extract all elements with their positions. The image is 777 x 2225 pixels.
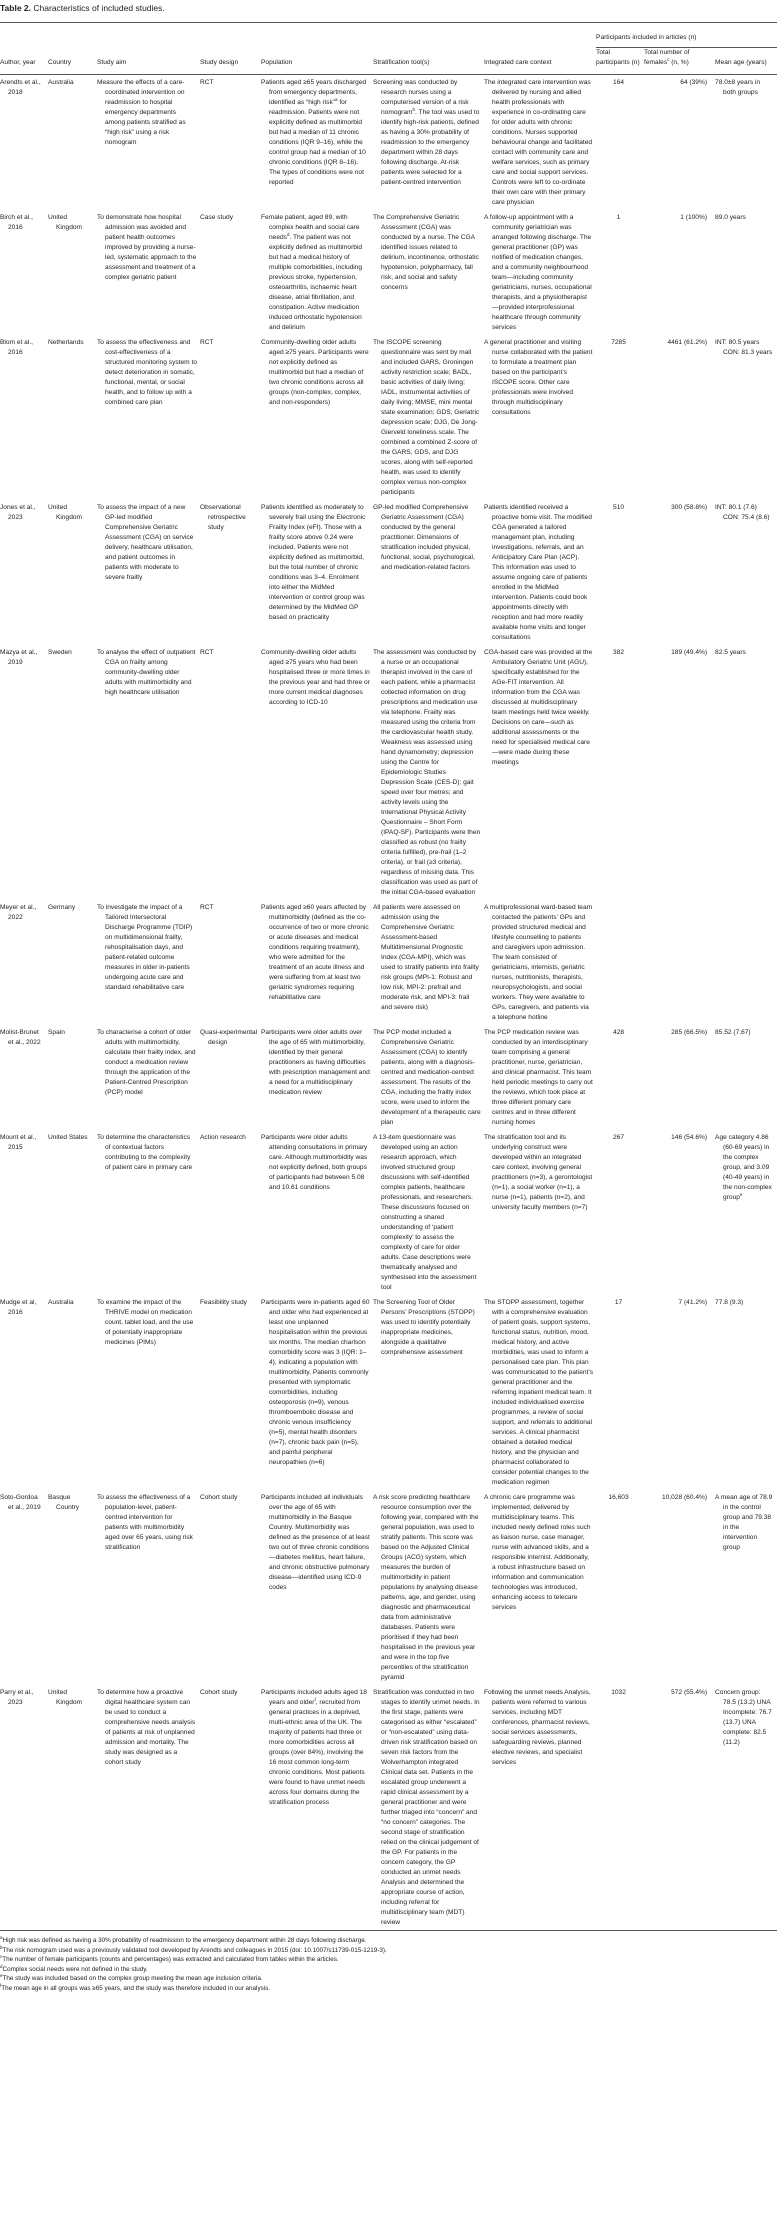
cell-mean-age: 89.0 years <box>715 214 746 221</box>
cell-population <box>261 1685 373 1931</box>
column-header-country: Country <box>48 59 72 66</box>
cell-study-aim: To examine the impact of the THRIVE model on medication count, tablet load, and the use of potentially inappropriate medicines (PIMs) <box>97 1299 194 1346</box>
table-row <box>0 75 777 211</box>
cell-country: United Kingdom <box>48 504 83 521</box>
cell-total-participants: 1032 <box>611 1689 626 1696</box>
column-header-stratification-tool: Stratification tool(s) <box>373 59 430 66</box>
cell-mean-age: 82.5 years <box>715 649 746 656</box>
cell-author: Jones et al., 2023 <box>0 504 36 521</box>
footnote-marker: c <box>667 56 670 62</box>
cell-population: Patients identified as moderately to severely frail using the Electronic Frailty Index (eFI). Those with a frailty score above 0.24 were included. Patients were not explicitly defined as multimorbid, but the total number of chronic conditions was 3–4. Enrolment into either the MidMed intervention or control group was determined by the MidMed GP based on practicality <box>261 504 366 621</box>
cell-author: Birch et al., 2016 <box>0 214 33 231</box>
cell-text: . The tool was used to identify high-risk patients, defined as having a 30% probability of readmission to the emergency department within 28 days following discharge. At-risk patients were selected for a patient-centred intervention <box>381 109 480 186</box>
footnote-marker: b <box>412 106 416 112</box>
participants-group-header: Participants included in articles (n) <box>596 23 777 48</box>
cell-study-design: Cohort study <box>200 1689 238 1696</box>
cell-total-participants: 428 <box>613 1029 625 1036</box>
cell-population: Participants were older adults over the age of 65 with multimorbidity, identified by their general practitioners as having difficulties with prescription management and a need for a multidisciplinary medication review <box>261 1029 370 1096</box>
table-row <box>0 1130 777 1295</box>
cell-author: Blom et al., 2016 <box>0 339 33 356</box>
cell-stratification-tool: A risk score predicting healthcare resource consumption over the following year, compared with the general population, was used to stratify patients. This score was based on the Adjusted Clinical Groups (ACG) system, which measures the burden of multimorbidity in patient populations by analysing disease patterns, age, and gender, using diagnostic and pharmaceutical data from administrative databases. Patients were prioritised if they had been hospitalised in the previous year and were in the top five percentiles of the stratification pyramid <box>373 1494 479 1681</box>
cell-author: Arendts et al., 2018 <box>0 79 41 96</box>
cell-total-females: 7 (41.2%) <box>678 1299 708 1306</box>
footnote <box>0 1936 777 1946</box>
cell-study-design: RCT <box>200 649 214 656</box>
table-row <box>0 1685 777 1931</box>
table-label: Table 2. <box>0 3 32 13</box>
footnote <box>0 1965 777 1975</box>
table-body <box>0 75 777 1931</box>
cell-text: Age category 4.86 (60-69 years) in the complex group, and 3.09 (40-49 years) in the non-complex group <box>715 1134 772 1201</box>
footnote-text: The mean age in all groups was ≥65 years, and the study was therefore included in our analysis. <box>1 1984 271 1992</box>
table-row <box>0 1490 777 1685</box>
cell-integrated-care-context: Patients identified received a proactive home visit. The modified CGA generated a tailored management plan, including investigations, referrals, and an Anticipatory Care Plan (ACP). This information was used to assume ongoing care of patients enrolled in the MidMed intervention. Patients could book appointments directly with reception and had more readily available home visits and longer consultations <box>484 504 592 641</box>
cell-mean-age: INT: 80.1 (7.6) CON: 75.4 (8.6) <box>715 504 770 521</box>
table-row <box>0 335 777 500</box>
cell-mean-age: INT: 80.5 years CON: 81.3 years <box>715 339 773 356</box>
cell-mean-age <box>715 900 777 1025</box>
table-title: Characteristics of included studies. <box>33 3 165 13</box>
cell-author: Meyer et al., 2022 <box>0 904 37 921</box>
cell-stratification-tool: All patients were assessed on admission using the Comprehensive Geriatric Assessment-based Multidimensional Prognostic Index (CGA-MPI), which was used to stratify patients into frailty risk groups (MPI-1: Robust and low risk, MPI-2: prefrail and moderate risk, and MPI-3: frail and severe risk) <box>373 904 479 1011</box>
column-header-total-females <box>644 48 715 75</box>
cell-total-females: 285 (66.5%) <box>671 1029 708 1036</box>
cell-study-aim: To analyse the effect of outpatient CGA on frailty among community-dwelling older adults with multimorbidity and high healthcare utilisation <box>97 649 196 696</box>
cell-author: Mount et al., 2015 <box>0 1134 37 1151</box>
cell-total-females: 10,028 (60.4%) <box>661 1494 708 1501</box>
footnote-marker: f <box>0 1982 2 1988</box>
footnote-marker: a <box>0 1934 3 1940</box>
table-row <box>0 900 777 1025</box>
footnote-marker: e <box>739 1191 743 1197</box>
cell-total-females: 64 (39%) <box>680 79 708 86</box>
cell-integrated-care-context: A chronic care programme was implemented, delivered by multidisciplinary teams. This included newly defined roles such as liaison nurse, case manager, nurse with advanced skills, and a responsible internist. Additionally, a robust infrastructure based on information and communication technologies was introduced, enhancing access to telecare services <box>484 1494 591 1611</box>
table-caption <box>0 0 777 17</box>
cell-population: Participants included all individuals over the age of 65 with multimorbidity in the Basque Country. Multimorbidity was defined as the presence of at least two out of three chronic conditions—diabetes mellitus, heart failure, and chronic obstructive pulmonary disease—identified using ICD-9 codes <box>261 1494 370 1591</box>
cell-country: Basque Country <box>48 1494 80 1511</box>
cell-mean-age <box>715 1130 777 1295</box>
footnote-text: High risk was defined as having a 30% probability of readmission to the emergency department within 28 days following discharge. <box>2 1937 367 1944</box>
cell-integrated-care-context: A general practitioner and visiting nurse collaborated with the patient to formulate a treatment plan based on the participant’s ISCOPE score. Other care professionals were involved through multidisciplinary consultations <box>484 339 593 416</box>
cell-stratification-tool: The PCP model included a Comprehensive Geriatric Assessment (CGA) to identify patients, along with a diagnosis-centred and medication-centred assessment. The results of the CGA, including the frailty index score, were used to inform the development of a therapeutic care plan <box>373 1029 481 1126</box>
cell-total-females: 300 (58.8%) <box>671 504 708 511</box>
cell-country: Sweden <box>48 649 72 656</box>
cell-population: Participants were in-patients aged 60 and older who had experienced at least one unplanned hospitalisation within the previous six months. The median charlson comorbidity score was 3 (IQR: 1–4), indicating a population with multimorbidity. Patients commonly presented with symptomatic comorbidities, including osteoporosis (n=9), venous thromboembolic disease and chronic venous insufficiency (n=5), mental health disorders (n=7), chronic back pain (n=5), and painful peripheral neuropathies (n=6) <box>261 1299 370 1466</box>
footnote-text: The study was included based on the complex group meeting the mean age inclusion criteria. <box>2 1975 263 1983</box>
cell-study-aim: To determine how a proactive digital healthcare system can be used to conduct a comprehensive needs analysis of patients at risk of unplanned admission and mortality. The study was designed as a cohort study <box>97 1689 196 1766</box>
cell-author: Soto-Gordoa et al., 2019 <box>0 1494 41 1511</box>
table-row <box>0 1025 777 1130</box>
footnote-marker: e <box>0 1973 3 1979</box>
cell-study-design: RCT <box>200 904 214 911</box>
cell-study-aim: Measure the effects of a care-coordinated intervention on readmission to hospital emergency departments among patients stratified as “high risk” using a risk nomogram <box>97 79 186 146</box>
cell-integrated-care-context: CGA-based care was provided at the Ambulatory Geriatric Unit (AGU), specifically established for the AGe-FIT intervention. All information from the CGA was discussed at multidisciplinary team meetings held twice weekly. Decisions on care—such as additional assessments or the need for specialised medical care—were made during these meetings <box>484 649 593 766</box>
cell-integrated-care-context: The integrated care intervention was delivered by nursing and allied health professionals with experience in co-ordinating care for older adults with chronic conditions. Nurses supported behavioural change and facilitated contact with community care and welfare services, such as primary care and social support services. Controls were left to co-ordinate their own care with their primary care physician <box>484 79 593 206</box>
cell-stratification-tool: The ISCOPE screening questionnaire was sent by mail and included GARS, Groningen activity restriction scale; BADL, basic activities of daily living; IADL, instrumental activities of daily living; MMSE, mini mental state examination; GDS, Geriatric depression scale; DJG, De Jong-Gierveld loneliness scale. The combined a combined Z-score of the GARS, GDS, and DJG scores, along with self-reported health, was used to identify complex versus non-complex participants <box>373 339 480 496</box>
cell-text: Total number of females <box>644 49 690 66</box>
column-header-population: Population <box>261 59 293 66</box>
cell-country: Australia <box>48 1299 74 1306</box>
cell-study-aim: To assess the effectiveness and cost-effectiveness of a structured monitoring system to detect deterioration in somatic, functional, mental, or social health, and to follow up with a combined care plan <box>97 339 197 406</box>
cell-study-design: Action research <box>200 1134 246 1141</box>
cell-study-aim: To determine the characteristics of contextual factors contributing to the complexity of patient care in primary care <box>97 1134 193 1171</box>
cell-country: United States <box>48 1134 88 1141</box>
cell-total-participants: 510 <box>613 504 625 511</box>
cell-mean-age: 77.8 (9.3) <box>715 1299 744 1306</box>
column-header-mean-age: Mean age (years) <box>715 59 767 66</box>
cell-text: Female patient, aged 89, with complex health and social care needs <box>261 214 360 241</box>
cell-country: Spain <box>48 1029 65 1036</box>
cell-total-participants <box>596 900 644 1025</box>
footnote <box>0 1955 777 1965</box>
cell-population: Community-dwelling older adults aged ≥75 years. Participants were not explicitly defined as multimorbid but had a median of two chronic conditions across all groups (non-complex, complex, and non-responders) <box>261 339 369 406</box>
column-header-author: Author, year <box>0 59 36 66</box>
footnote-marker: f <box>314 1696 316 1702</box>
footnote-text: The number of female participants (counts and percentages) was extracted and calculated from tables within the articles. <box>2 1956 339 1964</box>
column-header-total-participants: Total participants (n) <box>596 49 640 66</box>
table-row <box>0 1295 777 1490</box>
cell-total-females: 189 (49.4%) <box>671 649 708 656</box>
cell-integrated-care-context: Following the unmet needs Analysis, patients were referred to various services, including MDT conferences, pharmacist reviews, social services assessments, safeguarding reviews, planned elective reviews, and specialist services <box>484 1689 591 1766</box>
cell-study-aim: To assess the impact of a new GP-led modified Comprehensive Geriatric Assessment (CGA) on service delivery, healthcare utilisation, and patient outcomes in patients with moderate to severe frailty <box>97 504 194 581</box>
footnote-marker: b <box>0 1944 3 1950</box>
cell-integrated-care-context: A multiprofessional ward-based team contacted the patients’ GPs and provided structured medical and lifestyle counselling to patients and caregivers upon admission. The team consisted of geriatricians, internists, geriatric nurses, nutritionists, therapists, neuropsychologists, and social workers. They were available to GPs, caregivers, and patients via a telephone hotline <box>484 904 593 1021</box>
footnote-marker: d <box>286 231 290 237</box>
cell-country: Netherlands <box>48 339 84 346</box>
cell-total-participants: 16,603 <box>608 1494 629 1501</box>
cell-total-females: 4461 (61.2%) <box>667 339 708 346</box>
column-header-study-design: Study design <box>200 59 239 66</box>
cell-text: Patients aged ≥65 years discharged from emergency departments, identified as “high risk” <box>261 79 367 106</box>
cell-stratification-tool: The Screening Tool of Older Persons’ Prescriptions (STOPP) was used to identify potentially inappropriate medicines, alongside a qualitative comprehensive assessment <box>373 1299 475 1356</box>
table-row <box>0 210 777 335</box>
cell-population <box>261 210 373 335</box>
cell-text: Participants included adults aged 18 years and older <box>261 1689 367 1706</box>
cell-population: Community-dwelling older adults aged ≥75 years who had been hospitalised three or more times in the previous year and had three or more current medical diagnoses according to ICD-10 <box>261 649 370 706</box>
table-row <box>0 500 777 645</box>
cell-author: Mudge et al, 2016 <box>0 1299 37 1316</box>
cell-total-participants: 382 <box>613 649 625 656</box>
footnote-text: Complex social needs were not defined in the study. <box>2 1965 148 1973</box>
cell-mean-age: A mean age of 78.9 in the control group and 79.38 in the intervention group <box>715 1494 773 1551</box>
cell-country: United Kingdom <box>48 214 83 231</box>
footnote-marker: c <box>0 1954 3 1960</box>
cell-mean-age: 85.52 (7.67) <box>715 1029 751 1036</box>
cell-population: Patients aged ≥60 years affected by multimorbidity (defined as the co-occurrence of two or more chronic or acute diseases and medical conditions requiring treatment), who were admitted for the treatment of an acute illness and were suffering from at least two geriatric syndromes requiring rehabilitative care <box>261 904 369 1001</box>
characteristics-table <box>0 22 777 1931</box>
cell-stratification-tool: The assessment was conducted by a nurse or an occupational therapist involved in the care of each patient, while a pharmacist collected information on drug prescriptions and medication use via telephone. Frailty was measured using the criteria from the cardiovascular health study. Weakness was assessed using hand dynamometry; depression using the Centre for Epidemiologic Studies Depression Scale (CES-D); gait speed over four metres; and activity levels using the International Physical Activity Questionnaire – Short Form (IPAQ-SF). Participants were then classified as robust (no frailty criteria fulfilled), pre-frail (1–2 criteria), or frail (≥3 criteria), regardless of missing data. This classification was used as part of the initial CGA-based evaluation <box>373 649 481 896</box>
cell-integrated-care-context: The STOPP assessment, together with a comprehensive evaluation of patient goals, support systems, functional status, nutrition, mood, medical history, and active morbidities, was used to inform a personalised care plan. This plan was communicated to the patient’s general practitioner and the referring inpatient medical team. It included individualised exercise programmes, a review of social support, and referrals to additional services. A clinical pharmacist obtained a detailed medical history, and the physician and pharmacist collaborated to consider potential changes to the medication regimen <box>484 1299 594 1486</box>
cell-country: Australia <box>48 79 74 86</box>
cell-author: Molist-Brunet et al., 2022 <box>0 1029 41 1046</box>
cell-integrated-care-context: The stratification tool and its underlying construct were developed within an integrated care context, involving general practitioners (n=3), a gerontologist (n=1), a social worker (n=1), a nurse (n=1), patients (n=2), and university faculty members (n=7) <box>484 1134 593 1211</box>
cell-study-design: RCT <box>200 339 214 346</box>
cell-study-design: Observational retrospective study <box>200 504 246 531</box>
cell-text: . The patient was not explicitly defined as multimorbid but had a medical history of multiple comorbidities, including previous stroke, hypertension, osteoarthritis, ischaemic heart disease, atrial fibrillation, and constipation. Active medication induced orthostatic hypotension and delirium <box>269 234 363 331</box>
cell-total-participants: 7285 <box>611 339 626 346</box>
cell-text: for readmission. Patients were not explicitly defined as multimorbid but had a median of 11 chronic conditions (IQR 9–16), while the control group had a median of 10 chronic conditions (IQR 8–16). The types of conditions were not reported <box>269 99 366 186</box>
footnote <box>0 1974 777 1984</box>
table-header <box>0 23 777 75</box>
cell-stratification-tool: The Comprehensive Geriatric Assessment (CGA) was conducted by a nurse. The CGA identified issues related to delirium, incontinence, orthostatic hypotension, polypharmacy, fall risk, and social and safety concerns <box>373 214 479 291</box>
cell-population: Participants were older adults attending consultations in primary care. Although multimorbidity was not explicitly defined, both groups of participants had between 5.08 and 10.61 conditions <box>261 1134 368 1191</box>
cell-stratification-tool <box>373 75 484 211</box>
cell-study-design: RCT <box>200 79 214 86</box>
cell-population <box>261 75 373 211</box>
cell-stratification-tool: Stratification was conducted in two stages to identify unmet needs. In the first stage, patients were categorised as either “escalated” or “non-escalated” using data-driven risk stratification based on seven risk factors from the Wolverhampton integrated Clinical data set. Patients in the escalated group underwent a rapid clinical assessment by a general practitioner and were further triaged into “concern” and “no concern” categories. The second stage of stratification relied on the clinical judgement of the GP. For patients in the concern category, the GP conducted an unmet needs Analysis and determined the appropriate course of action, including referral for multidisciplinary team (MDT) review <box>373 1689 480 1926</box>
table-row <box>0 645 777 900</box>
cell-total-participants: 267 <box>613 1134 625 1141</box>
cell-country: Germany <box>48 904 76 911</box>
cell-stratification-tool: GP-led modified Comprehensive Geriatric Assessment (CGA) conducted by the general practitioner. Dimensions of stratification included physical, functional, social, psychological, and medication-related factors <box>373 504 475 571</box>
cell-author: Mazya et al., 2019 <box>0 649 38 666</box>
cell-total-females <box>644 900 715 1025</box>
footnotes <box>0 1936 777 1994</box>
cell-study-aim: To assess the effectiveness of a population-level, patient-centred intervention for patients with multimorbidity aged over 65 years, using risk stratification <box>97 1494 193 1551</box>
cell-author: Parry et al., 2023 <box>0 1689 34 1706</box>
cell-total-participants: 17 <box>614 1299 623 1306</box>
footnote-marker: d <box>0 1963 3 1969</box>
column-header-study-aim: Study aim <box>97 59 127 66</box>
cell-total-participants: 1 <box>616 214 621 221</box>
cell-total-females: 146 (54.6%) <box>671 1134 708 1141</box>
cell-integrated-care-context: The PCP medication review was conducted by an interdisciplinary team comprising a general practitioner, nurse, geriatrician, and clinical pharmacist. This team held periodic meetings to carry out the reviews, which took place at three different primary care centres and in three different nursing homes <box>484 1029 593 1126</box>
cell-study-design: Cohort study <box>200 1494 238 1501</box>
cell-mean-age: 78.0±8 years in both groups <box>715 79 761 96</box>
cell-stratification-tool: A 13-item questionnaire was developed using an action research approach, which involved structured group discussions with self-identified complex patients, healthcare professionals, and researchers. These discussions focused on constructing a shared understanding of ‘patient complexity’ to assess the complexity of care for older adults. Case descriptions were thematically analysed and synthesised into the assessment tool <box>373 1134 477 1291</box>
footnote <box>0 1984 777 1994</box>
column-header-integrated-care-context: Integrated care context <box>484 59 552 66</box>
cell-total-females: 572 (55.4%) <box>671 1689 708 1696</box>
cell-country: United Kingdom <box>48 1689 83 1706</box>
cell-mean-age: Concern group: 78.5 (13.2) UNA Incomplete: 76.7 (13.7) UNA complete: 82.5 (11.2) <box>715 1689 772 1746</box>
cell-text: , recruited from general practices in a deprived, multi-ethnic area of the UK. The majority of patients had three or more comorbidities across all groups (over 84%), involving the 16 most common long-term chronic conditions. Most patients were found to have unmet needs across four domains during the stratification process <box>269 1699 366 1806</box>
footnote-marker: a <box>334 96 338 102</box>
footnote <box>0 1946 777 1956</box>
cell-total-participants: 164 <box>613 79 625 86</box>
cell-integrated-care-context: A follow-up appointment with a community geriatrician was arranged following discharge. The general practitioner (GP) was notified of medication changes, and a community neighbourhood team—including community geriatricians, nurses, occupational therapists, and a physiotherapist—provided interprofessional healthcare through community services <box>484 214 592 331</box>
cell-text: Screening was conducted by research nurses using a computerised version of a risk nomogram <box>373 79 469 116</box>
cell-study-design: Case study <box>200 214 233 221</box>
cell-study-aim: To investigate the impact of a Tailored Intersectoral Discharge Programme (TDIP) on multidimensional frailty, rehospitalisation days, and patient-related outcome measures in older in-patients undergoing acute care and standard rehabilitative care <box>97 904 193 991</box>
cell-study-aim: To demonstrate how hospital admission was avoided and patient health outcomes improved by providing a nurse-led, systematic approach to the assessment and treatment of a complex geriatric patient <box>97 214 197 281</box>
cell-study-design: Feasibility study <box>200 1299 247 1306</box>
footnote-text: The risk nomogram used was a previously validated tool developed by Arendts and colleagues in 2015 (doi: 10.1007/s11739-015-1219-3). <box>2 1946 387 1954</box>
cell-text: (n, %) <box>669 59 689 66</box>
cell-study-aim: To characterise a cohort of older adults with multimorbidity, calculate their frailty index, and conduct a medication review through the application of the Patient-Centred Prescription (PCP) model <box>97 1029 196 1096</box>
cell-study-design: Quasi-experimental design <box>200 1029 258 1046</box>
cell-total-females: 1 (100%) <box>680 214 708 221</box>
